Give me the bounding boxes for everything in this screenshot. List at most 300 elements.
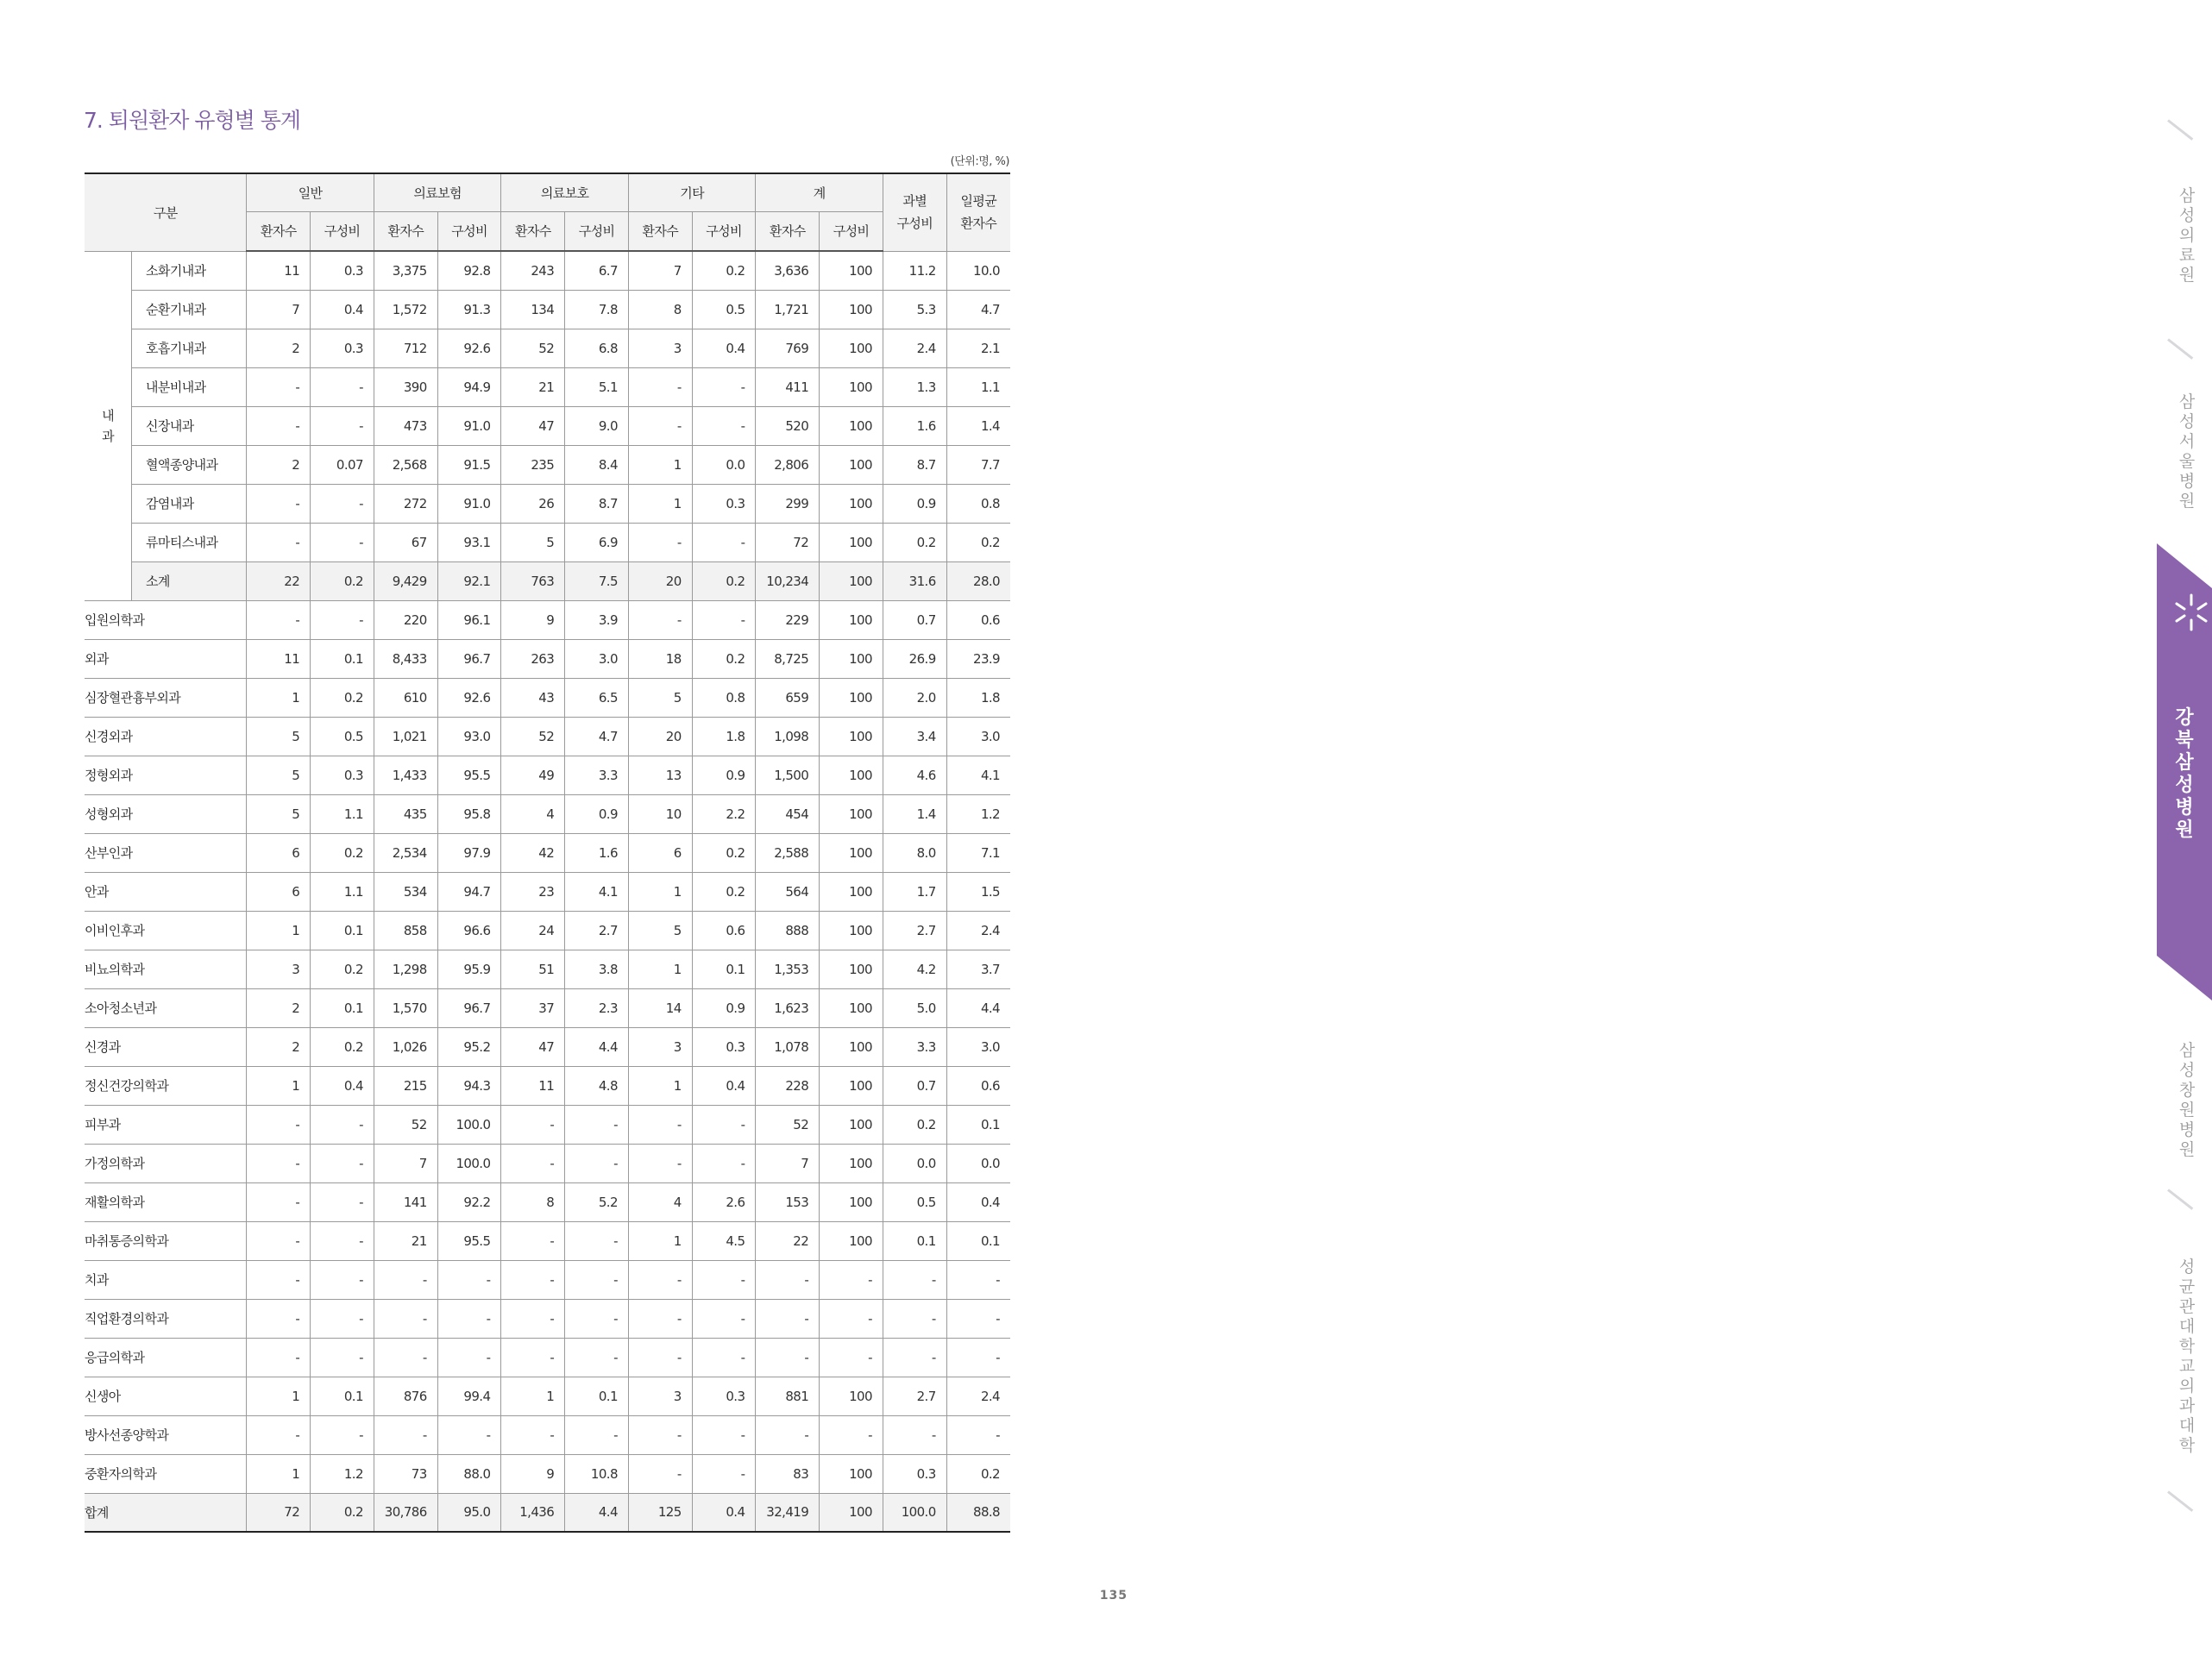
table-cell: 1.4 — [883, 794, 946, 833]
table-cell: 14 — [628, 988, 692, 1027]
table-cell: 100.0 — [883, 1493, 946, 1532]
table-row — [85, 1144, 1010, 1182]
table-row — [85, 1182, 1010, 1221]
table-cell: - — [565, 1221, 629, 1260]
table-cell: 1,078 — [756, 1027, 820, 1066]
page-number: 135 — [1099, 1589, 1128, 1603]
table-cell: 100 — [820, 833, 883, 872]
table-cell: - — [311, 1182, 374, 1221]
table-cell: 7 — [628, 251, 692, 290]
table-cell: - — [692, 1299, 756, 1338]
table-cell: 1,570 — [374, 988, 437, 1027]
table-cell: 91.0 — [437, 484, 501, 523]
table-cell: - — [311, 1299, 374, 1338]
table-cell: - — [437, 1299, 501, 1338]
row-label: 소아청소년과 — [85, 988, 247, 1027]
table-cell: 31.6 — [883, 561, 946, 600]
table-row — [85, 600, 1010, 639]
table-cell: 7 — [374, 1144, 437, 1182]
group-label-internal-medicine: 내 과 — [85, 251, 132, 600]
table-cell: - — [692, 600, 756, 639]
table-cell: - — [311, 1144, 374, 1182]
table-cell: - — [820, 1338, 883, 1377]
table-cell: 72 — [756, 523, 820, 561]
table-cell: - — [756, 1338, 820, 1377]
table-cell: - — [247, 600, 311, 639]
table-cell: 73 — [374, 1454, 437, 1493]
table-cell: 3.3 — [883, 1027, 946, 1066]
table-cell: - — [628, 1338, 692, 1377]
table-row — [85, 1105, 1010, 1144]
table-cell: 3,375 — [374, 251, 437, 290]
table-cell: 2.0 — [883, 678, 946, 717]
table-cell: 100 — [820, 1144, 883, 1182]
table-cell: - — [247, 1260, 311, 1299]
table-cell: 7.7 — [946, 445, 1010, 484]
table-cell: 92.6 — [437, 678, 501, 717]
table-cell: 0.2 — [311, 950, 374, 988]
table-cell: - — [883, 1338, 946, 1377]
table-cell: 4 — [628, 1182, 692, 1221]
table-cell: - — [628, 1299, 692, 1338]
table-cell: 5 — [247, 717, 311, 756]
row-label: 정형외과 — [85, 756, 247, 794]
table-cell: - — [247, 1299, 311, 1338]
table-cell: 1,721 — [756, 290, 820, 329]
table-cell: 100 — [820, 251, 883, 290]
table-cell: 2.4 — [883, 329, 946, 367]
table-cell: 0.6 — [946, 600, 1010, 639]
table-cell: 0.0 — [692, 445, 756, 484]
table-cell: 96.7 — [437, 639, 501, 678]
table-row — [85, 406, 1010, 445]
table-row — [85, 872, 1010, 911]
table-cell: 83 — [756, 1454, 820, 1493]
subheader-ratio: 구성비 — [565, 211, 629, 251]
table-cell: 100 — [820, 1105, 883, 1144]
table-cell: - — [247, 367, 311, 406]
table-cell: 299 — [756, 484, 820, 523]
table-cell: - — [946, 1299, 1010, 1338]
table-cell: - — [692, 367, 756, 406]
table-cell: 4.7 — [565, 717, 629, 756]
table-cell: 92.8 — [437, 251, 501, 290]
table-cell: - — [565, 1338, 629, 1377]
table-cell: 1,623 — [756, 988, 820, 1027]
nav-divider — [2167, 1189, 2193, 1210]
table-cell: 100 — [820, 484, 883, 523]
table-cell: 0.6 — [692, 911, 756, 950]
table-cell: - — [883, 1415, 946, 1454]
table-cell: - — [374, 1260, 437, 1299]
table-cell: 2,806 — [756, 445, 820, 484]
table-cell: 0.2 — [692, 561, 756, 600]
table-cell: 30,786 — [374, 1493, 437, 1532]
table-cell: 0.1 — [883, 1221, 946, 1260]
nav-item-samsung-seoul-hospital[interactable]: 삼성서울병원 — [2178, 392, 2196, 511]
table-cell: - — [628, 523, 692, 561]
table-cell: 88.0 — [437, 1454, 501, 1493]
table-cell: 100 — [820, 1454, 883, 1493]
row-label: 소계 — [132, 561, 247, 600]
table-cell: 0.5 — [311, 717, 374, 756]
table-cell: 100 — [820, 523, 883, 561]
table-cell: 1.7 — [883, 872, 946, 911]
table-cell: 99.4 — [437, 1377, 501, 1415]
table-cell: 0.7 — [883, 1066, 946, 1105]
table-cell: 876 — [374, 1377, 437, 1415]
table-cell: 96.7 — [437, 988, 501, 1027]
nav-item-samsung-medical-center[interactable]: 삼성의료원 — [2178, 186, 2196, 285]
table-row — [85, 523, 1010, 561]
table-cell: 9 — [501, 1454, 565, 1493]
table-cell: - — [565, 1415, 629, 1454]
table-cell: 4.8 — [565, 1066, 629, 1105]
table-cell: 3.7 — [946, 950, 1010, 988]
table-cell: 0.3 — [311, 329, 374, 367]
table-cell: 473 — [374, 406, 437, 445]
table-cell: 9.0 — [565, 406, 629, 445]
table-cell: 94.3 — [437, 1066, 501, 1105]
unit-note: (단위:명, %) — [950, 155, 1009, 168]
table-cell: 1.4 — [946, 406, 1010, 445]
table-cell: 100 — [820, 1066, 883, 1105]
table-cell: 49 — [501, 756, 565, 794]
table-cell: 0.2 — [311, 678, 374, 717]
table-cell: 220 — [374, 600, 437, 639]
nav-item-samsung-changwon-hospital[interactable]: 삼성창원병원 — [2178, 1041, 2196, 1159]
table-row — [85, 1415, 1010, 1454]
table-row — [85, 950, 1010, 988]
table-cell: 1 — [628, 484, 692, 523]
table-cell: 2.7 — [565, 911, 629, 950]
header-daily-avg: 일평균 환자수 — [946, 173, 1010, 251]
table-cell: 0.5 — [883, 1182, 946, 1221]
table-cell: - — [374, 1299, 437, 1338]
table-cell: 0.5 — [692, 290, 756, 329]
table-cell: 1.1 — [311, 872, 374, 911]
table-cell: 67 — [374, 523, 437, 561]
table-cell: 0.4 — [692, 329, 756, 367]
table-cell: - — [247, 1105, 311, 1144]
table-cell: 100 — [820, 1377, 883, 1415]
table-cell: - — [820, 1260, 883, 1299]
table-cell: 1.6 — [565, 833, 629, 872]
table-cell: 0.2 — [311, 561, 374, 600]
row-label: 산부인과 — [85, 833, 247, 872]
table-cell: 0.2 — [692, 872, 756, 911]
table-cell: 881 — [756, 1377, 820, 1415]
table-cell: 4.2 — [883, 950, 946, 988]
table-cell: - — [565, 1299, 629, 1338]
table-cell: 0.3 — [883, 1454, 946, 1493]
table-cell: 42 — [501, 833, 565, 872]
table-cell: - — [374, 1338, 437, 1377]
total-row — [85, 1493, 1010, 1532]
table-cell: 100 — [820, 794, 883, 833]
table-cell: 3.0 — [946, 1027, 1010, 1066]
table-cell: 4.5 — [692, 1221, 756, 1260]
row-label: 정신건강의학과 — [85, 1066, 247, 1105]
table-cell: 235 — [501, 445, 565, 484]
table-cell: 3 — [247, 950, 311, 988]
table-cell: 97.9 — [437, 833, 501, 872]
row-label: 순환기내과 — [132, 290, 247, 329]
table-cell: 52 — [501, 717, 565, 756]
table-cell: - — [247, 1221, 311, 1260]
table-cell: 4.1 — [946, 756, 1010, 794]
table-cell: 0.07 — [311, 445, 374, 484]
table-cell: - — [692, 523, 756, 561]
table-cell: 0.1 — [946, 1221, 1010, 1260]
table-cell: 1.1 — [311, 794, 374, 833]
table-row — [85, 1299, 1010, 1338]
table-cell: 858 — [374, 911, 437, 950]
header-dept-ratio: 과별 구성비 — [883, 173, 946, 251]
table-cell: 3,636 — [756, 251, 820, 290]
table-cell: 9,429 — [374, 561, 437, 600]
table-cell: 0.7 — [883, 600, 946, 639]
page-title: 7. 퇴원환자 유형별 통계 — [84, 108, 301, 133]
table-cell: 1.2 — [311, 1454, 374, 1493]
table-cell: 100 — [820, 717, 883, 756]
row-label: 입원의학과 — [85, 600, 247, 639]
table-cell: 1,436 — [501, 1493, 565, 1532]
table-cell: 8 — [501, 1182, 565, 1221]
table-cell: - — [247, 1415, 311, 1454]
table-cell: 95.9 — [437, 950, 501, 988]
subheader-ratio: 구성비 — [437, 211, 501, 251]
table-cell: 0.1 — [311, 639, 374, 678]
table-cell: - — [501, 1221, 565, 1260]
table-cell: 23 — [501, 872, 565, 911]
subheader-ratio: 구성비 — [692, 211, 756, 251]
subheader-patients: 환자수 — [374, 211, 437, 251]
subheader-patients: 환자수 — [501, 211, 565, 251]
nav-divider — [2167, 1490, 2193, 1512]
table-cell: - — [437, 1260, 501, 1299]
table-cell: 2,534 — [374, 833, 437, 872]
table-cell: 21 — [501, 367, 565, 406]
row-label: 재활의학과 — [85, 1182, 247, 1221]
table-cell: 24 — [501, 911, 565, 950]
table-cell: 1 — [628, 445, 692, 484]
table-cell: 100 — [820, 1027, 883, 1066]
row-label: 소화기내과 — [132, 251, 247, 290]
table-cell: 2 — [247, 329, 311, 367]
table-cell: 0.0 — [883, 1144, 946, 1182]
table-cell: 100.0 — [437, 1105, 501, 1144]
header-category: 구분 — [85, 173, 247, 251]
row-label: 비뇨의학과 — [85, 950, 247, 988]
table-cell: 95.5 — [437, 756, 501, 794]
header-group-general: 일반 — [247, 173, 374, 211]
table-cell: 43 — [501, 678, 565, 717]
table-cell: 4.7 — [946, 290, 1010, 329]
table-cell: - — [311, 523, 374, 561]
table-cell: 1.2 — [946, 794, 1010, 833]
table-cell: 7.1 — [946, 833, 1010, 872]
nav-item-kangbuk-samsung-hospital[interactable]: 강북삼성병원 — [2175, 707, 2194, 841]
table-cell: 100 — [820, 367, 883, 406]
table-cell: - — [628, 600, 692, 639]
table-cell: 32,419 — [756, 1493, 820, 1532]
table-cell: 659 — [756, 678, 820, 717]
table-cell: 91.0 — [437, 406, 501, 445]
table-cell: - — [820, 1299, 883, 1338]
table-cell: 100 — [820, 329, 883, 367]
table-cell: 10,234 — [756, 561, 820, 600]
table-cell: 91.3 — [437, 290, 501, 329]
table-cell: 0.9 — [692, 988, 756, 1027]
nav-item-skku-medicine[interactable]: 성균관대학교 의과대학 — [2178, 1258, 2196, 1455]
table-cell: - — [628, 1454, 692, 1493]
table-cell: 3 — [628, 329, 692, 367]
table-cell: 6 — [247, 872, 311, 911]
row-label: 감염내과 — [132, 484, 247, 523]
subheader-patients: 환자수 — [756, 211, 820, 251]
table-cell: 96.1 — [437, 600, 501, 639]
table-cell: - — [565, 1144, 629, 1182]
table-cell: - — [692, 1144, 756, 1182]
table-cell: 1.8 — [946, 678, 1010, 717]
table-cell: 0.6 — [946, 1066, 1010, 1105]
table-cell: 1,021 — [374, 717, 437, 756]
table-cell: 1.3 — [883, 367, 946, 406]
table-cell: 1,026 — [374, 1027, 437, 1066]
table-cell: - — [628, 1415, 692, 1454]
table-cell: 26.9 — [883, 639, 946, 678]
table-cell: - — [756, 1260, 820, 1299]
table-cell: 4.4 — [565, 1027, 629, 1066]
table-cell: 5 — [247, 794, 311, 833]
table-cell: - — [311, 484, 374, 523]
table-cell: 0.1 — [692, 950, 756, 988]
table-cell: 21 — [374, 1221, 437, 1260]
table-cell: 20 — [628, 561, 692, 600]
table-cell: - — [501, 1144, 565, 1182]
table-row — [85, 1377, 1010, 1415]
table-cell: - — [628, 1260, 692, 1299]
table-cell: 52 — [756, 1105, 820, 1144]
table-cell: 11.2 — [883, 251, 946, 290]
table-cell: 7 — [247, 290, 311, 329]
table-cell: 411 — [756, 367, 820, 406]
table-cell: 0.3 — [692, 484, 756, 523]
table-cell: 5.1 — [565, 367, 629, 406]
table-cell: - — [437, 1415, 501, 1454]
table-cell: - — [756, 1415, 820, 1454]
table-cell: 92.1 — [437, 561, 501, 600]
table-cell: - — [311, 1105, 374, 1144]
table-cell: 6 — [247, 833, 311, 872]
table-cell: 52 — [374, 1105, 437, 1144]
table-cell: 2.7 — [883, 911, 946, 950]
table-cell: 0.4 — [692, 1066, 756, 1105]
row-label: 방사선종양학과 — [85, 1415, 247, 1454]
row-label: 호흡기내과 — [132, 329, 247, 367]
table-cell: - — [311, 1338, 374, 1377]
table-cell: - — [311, 1260, 374, 1299]
table-cell: 1 — [501, 1377, 565, 1415]
table-cell: 6.9 — [565, 523, 629, 561]
table-cell: 4.4 — [946, 988, 1010, 1027]
table-cell: - — [692, 406, 756, 445]
row-label: 안과 — [85, 872, 247, 911]
table-cell: 8.4 — [565, 445, 629, 484]
table-cell: 72 — [247, 1493, 311, 1532]
table-cell: 5 — [501, 523, 565, 561]
row-label: 직업환경의학과 — [85, 1299, 247, 1338]
table-cell: 2.2 — [692, 794, 756, 833]
table-row — [85, 1066, 1010, 1105]
table-row — [85, 484, 1010, 523]
table-cell: - — [501, 1415, 565, 1454]
table-cell: 11 — [501, 1066, 565, 1105]
row-label: 가정의학과 — [85, 1144, 247, 1182]
row-label-total: 합계 — [85, 1493, 247, 1532]
table-cell: 1,098 — [756, 717, 820, 756]
table-cell: 95.8 — [437, 794, 501, 833]
table-cell: 100 — [820, 600, 883, 639]
row-label: 마취통증의학과 — [85, 1221, 247, 1260]
table-row — [85, 756, 1010, 794]
row-label: 치과 — [85, 1260, 247, 1299]
table-cell: 390 — [374, 367, 437, 406]
table-cell: 272 — [374, 484, 437, 523]
table-cell: 0.0 — [946, 1144, 1010, 1182]
table-cell: 28.0 — [946, 561, 1010, 600]
table-cell: 1 — [628, 872, 692, 911]
table-cell: 0.4 — [946, 1182, 1010, 1221]
table-cell: 3.9 — [565, 600, 629, 639]
row-label: 류마티스내과 — [132, 523, 247, 561]
table-row — [85, 1027, 1010, 1066]
table-cell: 215 — [374, 1066, 437, 1105]
table-cell: 454 — [756, 794, 820, 833]
table-row — [85, 445, 1010, 484]
table-cell: 0.2 — [883, 1105, 946, 1144]
table-cell: 2 — [247, 1027, 311, 1066]
table-cell: 2 — [247, 988, 311, 1027]
table-cell: 0.9 — [883, 484, 946, 523]
table-cell: - — [946, 1415, 1010, 1454]
header-group-total: 계 — [756, 173, 883, 211]
table-row — [85, 1260, 1010, 1299]
table-cell: 93.0 — [437, 717, 501, 756]
table-cell: 100 — [820, 872, 883, 911]
table-cell: 5 — [247, 756, 311, 794]
table-cell: - — [247, 1338, 311, 1377]
table-cell: - — [628, 1105, 692, 1144]
table-row — [85, 911, 1010, 950]
table-cell: 10 — [628, 794, 692, 833]
table-cell: - — [311, 1221, 374, 1260]
table-cell: 0.1 — [311, 988, 374, 1027]
table-cell: - — [565, 1260, 629, 1299]
nav-divider — [2167, 119, 2193, 141]
table-row — [85, 1221, 1010, 1260]
table-cell: 100 — [820, 756, 883, 794]
table-cell: - — [311, 600, 374, 639]
table-cell: 6.5 — [565, 678, 629, 717]
table-cell: 1,572 — [374, 290, 437, 329]
table-cell: 0.9 — [565, 794, 629, 833]
table-cell: 22 — [247, 561, 311, 600]
nav-divider — [2167, 338, 2193, 360]
header-group-other: 기타 — [628, 173, 756, 211]
table-cell: - — [565, 1105, 629, 1144]
